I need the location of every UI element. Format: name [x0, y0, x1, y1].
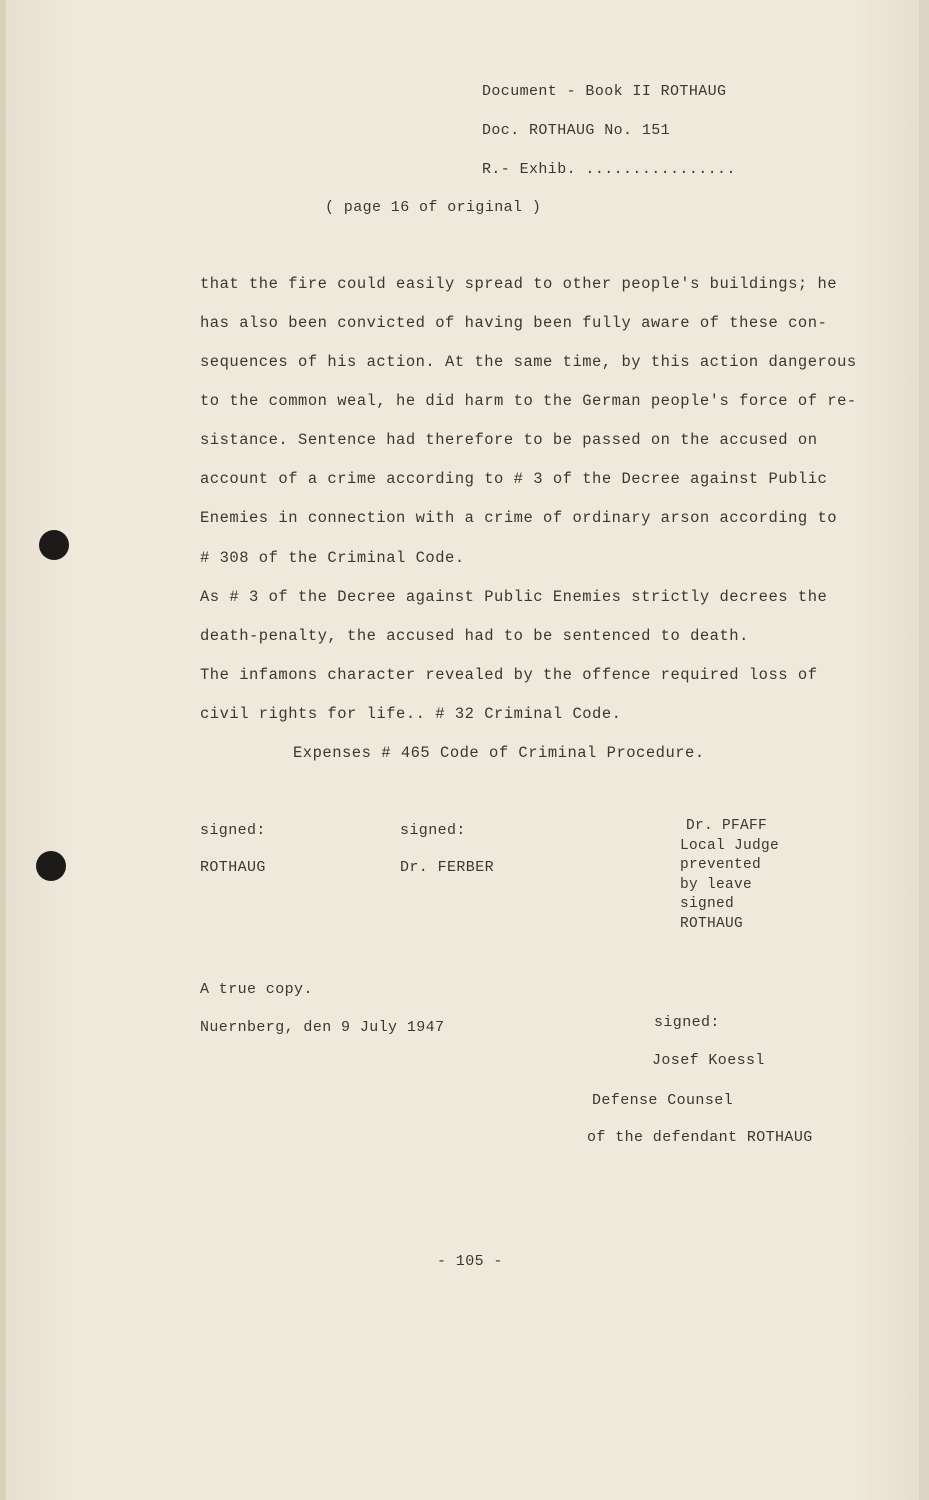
- body-line-9: As # 3 of the Decree against Public Enemies strictly decrees the: [200, 588, 828, 606]
- body-line-11: The infamons character revealed by the offence required loss of: [200, 666, 818, 684]
- header-doc-number: Doc. ROTHAUG No. 151: [482, 122, 671, 139]
- signature-right-block: [680, 817, 779, 934]
- page-edge-right: [919, 0, 929, 1500]
- certifier-role: Defense Counsel: [592, 1092, 734, 1109]
- body-line-8: # 308 of the Criminal Code.: [200, 549, 465, 567]
- signature-right-line-4: by leave: [680, 876, 753, 893]
- signature-right-title: Local Judge: [680, 837, 780, 854]
- body-line-3: sequences of his action. At the same time, by this action dangerous: [200, 353, 857, 371]
- body-line-4: to the common weal, he did harm to the German people's force of re-: [200, 392, 857, 410]
- signature-middle-name: Dr. FERBER: [400, 859, 495, 876]
- body-line-10: death-penalty, the accused had to be sentenced to death.: [200, 627, 749, 645]
- signature-middle-label: signed:: [400, 822, 466, 839]
- punch-hole-bottom: [36, 851, 66, 881]
- body-line-6: account of a crime according to # 3 of the Decree against Public: [200, 470, 828, 488]
- body-line-12: civil rights for life.. # 32 Criminal Code.: [200, 705, 622, 723]
- signature-left-label: signed:: [200, 822, 266, 839]
- signature-right-line-6: ROTHAUG: [680, 915, 744, 932]
- signature-right-line-5: signed: [680, 896, 735, 912]
- body-line-2: has also been convicted of having been fully aware of these con-: [200, 314, 828, 332]
- header-doc-book: Document - Book II ROTHAUG: [482, 83, 727, 100]
- certifier-defendant: of the defendant ROTHAUG: [587, 1129, 813, 1146]
- punch-hole-top: [39, 530, 69, 560]
- signature-right-line-3: prevented: [680, 857, 762, 873]
- body-line-7: Enemies in connection with a crime of ordinary arson according to: [200, 509, 838, 527]
- header-page-note: ( page 16 of original ): [325, 199, 542, 216]
- header-exhibit: R.- Exhib. ................: [482, 161, 736, 178]
- page-number: - 105 -: [437, 1253, 503, 1270]
- true-copy-note: A true copy.: [200, 981, 313, 998]
- place-date: Nuernberg, den 9 July 1947: [200, 1019, 445, 1036]
- certifier-name: Josef Koessl: [652, 1052, 765, 1069]
- body-line-5: sistance. Sentence had therefore to be passed on the accused on: [200, 431, 818, 449]
- expenses-line: Expenses # 465 Code of Criminal Procedure.: [293, 744, 705, 762]
- body-line-1: that the fire could easily spread to other people's buildings; he: [200, 275, 838, 293]
- signature-right-name: Dr. PFAFF: [686, 818, 768, 834]
- page-edge-left: [0, 0, 6, 1500]
- signature-left-name: ROTHAUG: [200, 859, 266, 876]
- certifier-signed-label: signed:: [654, 1014, 720, 1031]
